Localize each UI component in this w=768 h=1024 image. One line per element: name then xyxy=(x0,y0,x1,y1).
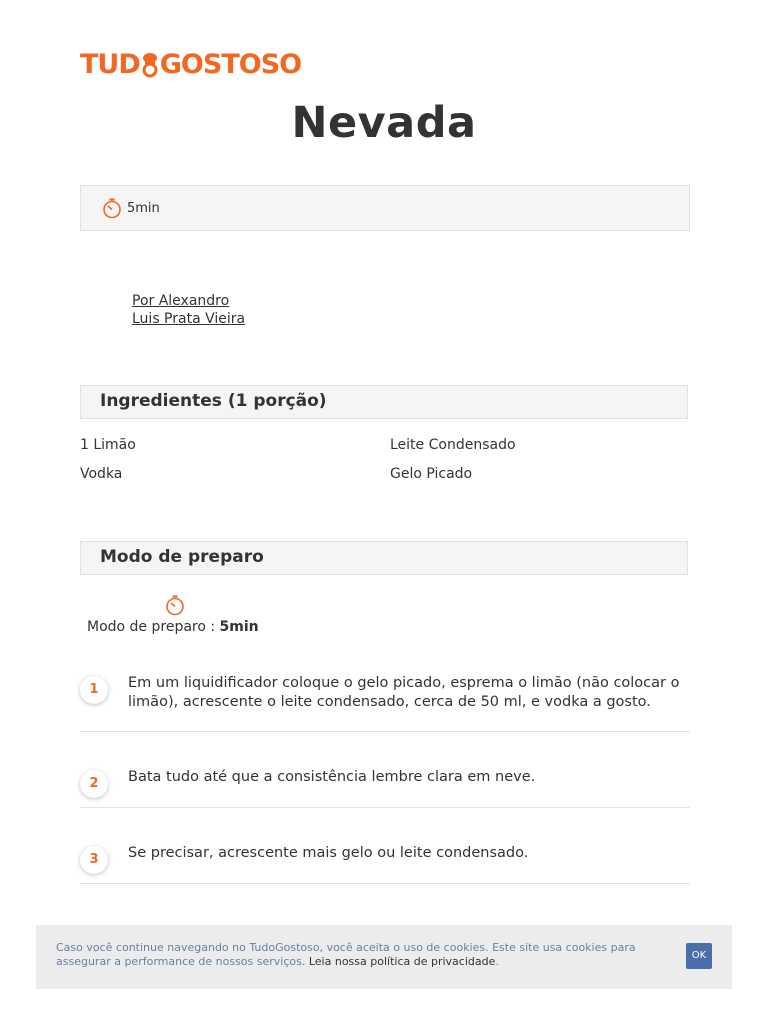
preparation-time-label: Modo de preparo : xyxy=(87,619,220,635)
cookie-link-suffix: . xyxy=(495,954,499,968)
step-divider xyxy=(80,807,690,808)
stopwatch-icon xyxy=(164,594,186,616)
privacy-policy-link[interactable]: Leia nossa política de privacidade xyxy=(308,954,496,968)
preparation-time-value: 5min xyxy=(219,619,259,635)
step-text: Bata tudo até que a consistência lembre clara em neve. xyxy=(128,769,536,785)
recipe-total-time: 5min xyxy=(127,200,160,216)
preparation-header xyxy=(80,541,688,575)
cookie-banner-text xyxy=(56,941,656,968)
cookie-message: Caso você continue navegando no TudoGostoso, você aceita o uso de cookies. Este site usa cookies para assegurar a performance de nossos serviços. xyxy=(56,941,636,968)
preparation-header-title: Modo de preparo xyxy=(100,547,264,567)
chef-hat-icon xyxy=(141,52,159,76)
recipe-title: Nevada xyxy=(291,98,477,148)
preparation-time xyxy=(87,619,259,635)
stopwatch-icon xyxy=(101,197,123,219)
recipe-time-box xyxy=(80,185,690,231)
logo[interactable] xyxy=(80,46,301,82)
step-number: 3 xyxy=(80,846,108,874)
ingredient-item: Gelo Picado xyxy=(390,466,473,482)
step-number: 1 xyxy=(80,676,108,704)
ingredient-item: Vodka xyxy=(80,466,123,482)
step-number: 2 xyxy=(80,770,108,798)
ingredients-header-title: Ingredientes (1 porção) xyxy=(100,391,327,411)
step-divider xyxy=(80,731,690,732)
step-text: Se precisar, acrescente mais gelo ou leite condensado. xyxy=(128,845,529,861)
ingredients-header xyxy=(80,385,688,419)
ingredient-item: 1 Limão xyxy=(80,437,136,453)
cookie-banner xyxy=(36,925,732,989)
recipe-author[interactable] xyxy=(132,292,245,328)
author-link-line1[interactable]: Por Alexandro xyxy=(132,293,230,309)
logo-text-prefix: TUD xyxy=(80,48,140,80)
step-text: Em um liquidificador coloque o gelo picado, esprema o limão (não colocar o limão), acrescente o leite condensado, cerca de 50 ml, e vodka a gosto. xyxy=(128,675,680,710)
logo-text-suffix: GOSTOSO xyxy=(159,48,302,80)
ingredient-item: Leite Condensado xyxy=(390,437,516,453)
step-divider xyxy=(80,883,690,884)
cookie-ok-button[interactable]: OK xyxy=(686,943,712,969)
author-link-line2[interactable]: Luis Prata Vieira xyxy=(132,311,246,327)
